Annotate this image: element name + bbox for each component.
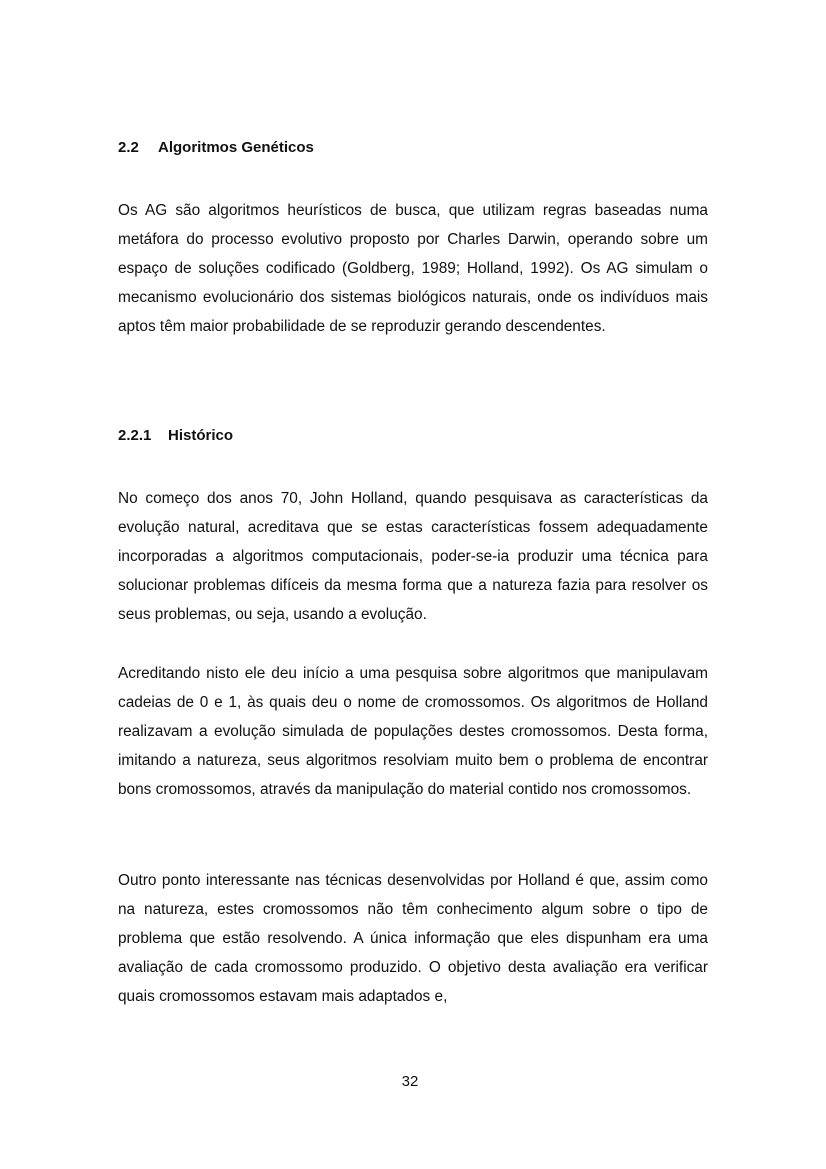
subsection-title: Histórico [168,427,234,444]
page-number: 32 [401,1073,419,1090]
intro-paragraph: Os AG são algoritmos heurísticos de busca, que utilizam regras baseadas numa metáfora do processo evolutivo proposto por Charles Darwin, operando sobre um espaço de soluções codificado (Goldberg, 1989; Holland, 1992). Os AG simulam o mecanismo evolucionário dos sistemas biológicos naturais, onde os indivíduos mais aptos têm maior probabilidade de se reproduzir gerando descendentes. [118,202,708,335]
paragraph-history-2: Acreditando nisto ele deu início a uma pesquisa sobre algoritmos que manipulavam cadeias de 0 e 1, às quais deu o nome de cromossomos. Os algoritmos de Holland realizavam a evolução simulada de populações destes cromossomos. Desta forma, imitando a natureza, seus algoritmos resolviam muito bem o problema de encontrar bons cromossomos, através da manipulação do material contido nos cromossomos. [118,665,708,798]
section-heading [118,139,314,157]
subsection-number: 2.2.1 [118,427,152,444]
subsection-heading [118,427,233,445]
section-number: 2.2 [118,139,139,156]
paragraph-history-1: No começo dos anos 70, John Holland, quando pesquisava as características da evolução natural, acreditava que se estas características fossem adequadamente incorporadas a algoritmos computacionais, poder-se-ia produzir uma técnica para solucionar problemas difíceis da mesma forma que a natureza fazia para resolver os seus problemas, ou seja, usando a evolução. [118,490,708,623]
paragraph-history-3: Outro ponto interessante nas técnicas desenvolvidas por Holland é que, assim como na natureza, estes cromossomos não têm conhecimento algum sobre o tipo de problema que estão resolvendo. A única informação que eles dispunham era uma avaliação de cada cromossomo produzido. O objetivo desta avaliação era verificar quais cromossomos estavam mais adaptados e, [118,872,708,1005]
section-title: Algoritmos Genéticos [158,139,314,156]
